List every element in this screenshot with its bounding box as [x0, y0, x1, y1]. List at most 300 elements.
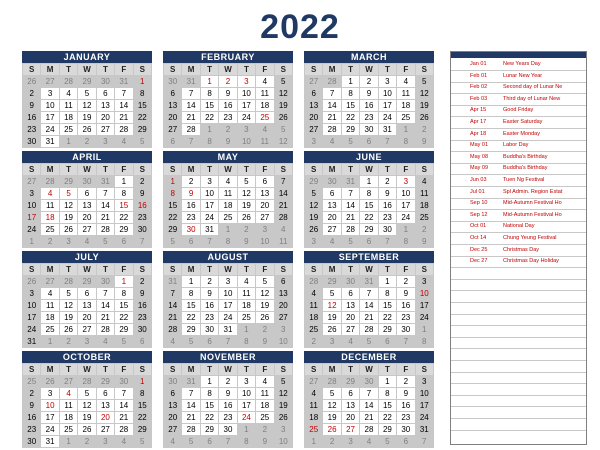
- adjacent-day-cell: 2: [256, 424, 274, 436]
- day-cell: 3: [415, 276, 433, 288]
- day-cell: 4: [256, 376, 274, 388]
- day-cell: 10: [41, 400, 59, 412]
- holiday-line: [451, 279, 586, 291]
- day-cell: 12: [256, 288, 274, 300]
- day-cell: 21: [96, 212, 114, 224]
- day-cell: 9: [360, 88, 378, 100]
- holiday-date: Dec 25: [470, 246, 488, 253]
- holiday-line: [451, 117, 586, 129]
- adjacent-day-cell: 4: [323, 136, 341, 148]
- day-cell: 8: [133, 388, 151, 400]
- weekday-header: S: [23, 264, 41, 276]
- day-cell: 29: [115, 224, 133, 236]
- holiday-date: Jan 01: [470, 61, 487, 67]
- day-cell: 27: [274, 312, 292, 324]
- day-cell: 18: [305, 312, 323, 324]
- day-cell: 29: [200, 424, 218, 436]
- holiday-line: [451, 337, 586, 349]
- day-cell: 2: [397, 276, 415, 288]
- adjacent-day-cell: 8: [237, 436, 255, 448]
- day-cell: 21: [115, 112, 133, 124]
- weekday-header: W: [360, 164, 378, 176]
- day-cell: 7: [360, 288, 378, 300]
- day-cell: 3: [200, 176, 218, 188]
- day-cell: 13: [96, 400, 114, 412]
- day-cell: 4: [415, 176, 433, 188]
- day-cell: 24: [219, 312, 237, 324]
- day-cell: 4: [59, 388, 77, 400]
- adjacent-day-cell: 2: [59, 336, 77, 348]
- day-cell: 16: [360, 100, 378, 112]
- day-cell: 28: [182, 124, 200, 136]
- day-cell: 31: [219, 324, 237, 336]
- day-cell: 29: [182, 324, 200, 336]
- adjacent-day-cell: 9: [237, 236, 255, 248]
- day-cell: 7: [341, 188, 359, 200]
- adjacent-day-cell: 4: [323, 236, 341, 248]
- day-cell: 6: [164, 88, 182, 100]
- holiday-date: May 01: [470, 142, 489, 149]
- day-cell: 1: [133, 76, 151, 88]
- day-cell: 3: [23, 288, 41, 300]
- day-cell: 6: [274, 276, 292, 288]
- weekday-header: F: [115, 264, 133, 276]
- day-cell: 25: [41, 324, 59, 336]
- adjacent-day-cell: 4: [256, 124, 274, 136]
- day-cell: 2: [219, 376, 237, 388]
- adjacent-day-cell: 27: [41, 76, 59, 88]
- weekday-header: S: [305, 64, 323, 76]
- day-cell: 20: [256, 200, 274, 212]
- day-cell: 10: [23, 300, 41, 312]
- day-cell: 19: [323, 412, 341, 424]
- adjacent-day-cell: 29: [341, 376, 359, 388]
- day-cell: 9: [219, 88, 237, 100]
- day-cell: 13: [78, 300, 96, 312]
- day-cell: 11: [397, 88, 415, 100]
- year-title: 2022: [260, 8, 340, 46]
- day-cell: 16: [200, 300, 218, 312]
- day-cell: 9: [23, 100, 41, 112]
- day-cell: 1: [164, 176, 182, 188]
- day-cell: 9: [182, 188, 200, 200]
- day-cell: 17: [41, 412, 59, 424]
- day-cell: 16: [23, 112, 41, 124]
- weekday-header: M: [41, 64, 59, 76]
- adjacent-day-cell: 5: [360, 336, 378, 348]
- holiday-date: Dec 27: [470, 258, 488, 265]
- day-cell: 22: [200, 112, 218, 124]
- day-cell: 18: [59, 412, 77, 424]
- weekday-header: W: [360, 364, 378, 376]
- day-cell: 31: [41, 436, 59, 448]
- adjacent-day-cell: 7: [200, 236, 218, 248]
- day-cell: 17: [23, 212, 41, 224]
- month-july: [22, 251, 152, 348]
- day-cell: 26: [256, 312, 274, 324]
- weekday-header: S: [164, 64, 182, 76]
- day-cell: 23: [219, 412, 237, 424]
- day-cell: 28: [341, 224, 359, 236]
- day-cell: 23: [182, 212, 200, 224]
- weekday-header: M: [41, 364, 59, 376]
- adjacent-day-cell: 1: [397, 224, 415, 236]
- adjacent-day-cell: 1: [219, 224, 237, 236]
- day-cell: 19: [305, 212, 323, 224]
- day-cell: 23: [133, 312, 151, 324]
- day-cell: 20: [341, 312, 359, 324]
- day-cell: 25: [59, 424, 77, 436]
- adjacent-day-cell: 29: [323, 276, 341, 288]
- day-cell: 21: [360, 312, 378, 324]
- day-cell: 4: [397, 76, 415, 88]
- day-cell: 16: [397, 300, 415, 312]
- adjacent-day-cell: 30: [78, 176, 96, 188]
- weekday-header: W: [360, 264, 378, 276]
- day-cell: 2: [219, 76, 237, 88]
- adjacent-day-cell: 6: [200, 336, 218, 348]
- day-cell: 15: [341, 100, 359, 112]
- day-cell: 30: [133, 324, 151, 336]
- weekday-header: W: [360, 64, 378, 76]
- day-cell: 12: [305, 200, 323, 212]
- weekday-header: M: [323, 364, 341, 376]
- day-cell: 18: [59, 112, 77, 124]
- holiday-date: Feb 01: [470, 72, 488, 79]
- weekday-header: M: [323, 64, 341, 76]
- day-cell: 26: [415, 112, 433, 124]
- day-cell: 8: [200, 388, 218, 400]
- day-cell: 28: [164, 324, 182, 336]
- day-cell: 31: [378, 124, 396, 136]
- day-cell: 4: [59, 88, 77, 100]
- weekday-header: S: [305, 364, 323, 376]
- day-cell: 22: [378, 312, 396, 324]
- day-cell: 30: [378, 224, 396, 236]
- holiday-name: Mid-Autumn Festival Ho: [503, 211, 562, 218]
- day-cell: 5: [59, 188, 77, 200]
- day-cell: 24: [397, 212, 415, 224]
- adjacent-day-cell: 1: [397, 124, 415, 136]
- day-cell: 21: [182, 112, 200, 124]
- adjacent-day-cell: 3: [341, 436, 359, 448]
- weekday-header: S: [133, 264, 151, 276]
- day-cell: 2: [200, 276, 218, 288]
- holiday-date: May 08: [470, 153, 489, 160]
- weekday-header: T: [200, 64, 218, 76]
- adjacent-day-cell: 2: [256, 324, 274, 336]
- day-cell: 25: [256, 412, 274, 424]
- day-cell: 30: [23, 436, 41, 448]
- adjacent-day-cell: 31: [360, 276, 378, 288]
- day-cell: 26: [59, 224, 77, 236]
- day-cell: 20: [274, 300, 292, 312]
- day-cell: 23: [200, 312, 218, 324]
- holiday-line: [451, 198, 586, 210]
- day-cell: 10: [237, 388, 255, 400]
- day-cell: 15: [133, 400, 151, 412]
- day-cell: 14: [96, 200, 114, 212]
- weekday-header: S: [164, 264, 182, 276]
- day-cell: 3: [237, 376, 255, 388]
- day-cell: 29: [378, 424, 396, 436]
- day-cell: 2: [378, 176, 396, 188]
- day-cell: 15: [115, 200, 133, 212]
- adjacent-day-cell: 25: [23, 376, 41, 388]
- adjacent-day-cell: 1: [415, 324, 433, 336]
- holiday-panel-header-bar: [451, 52, 586, 58]
- holiday-line: [451, 326, 586, 338]
- adjacent-day-cell: 5: [341, 136, 359, 148]
- day-cell: 9: [378, 188, 396, 200]
- adjacent-day-cell: 6: [115, 236, 133, 248]
- weekday-header: F: [115, 164, 133, 176]
- month-title: JANUARY: [22, 51, 152, 63]
- day-cell: 12: [323, 400, 341, 412]
- day-cell: 10: [200, 188, 218, 200]
- adjacent-day-cell: 2: [41, 236, 59, 248]
- weekday-header: T: [341, 164, 359, 176]
- day-cell: 17: [219, 300, 237, 312]
- holiday-line: [451, 59, 586, 71]
- adjacent-day-cell: 29: [96, 376, 114, 388]
- day-cell: 30: [200, 324, 218, 336]
- day-cell: 28: [360, 324, 378, 336]
- day-cell: 11: [41, 200, 59, 212]
- day-cell: 25: [415, 212, 433, 224]
- weekday-header: W: [78, 364, 96, 376]
- day-cell: 7: [182, 88, 200, 100]
- adjacent-day-cell: 4: [96, 336, 114, 348]
- day-cell: 13: [341, 400, 359, 412]
- adjacent-day-cell: 27: [41, 276, 59, 288]
- month-april: [22, 151, 152, 248]
- day-cell: 7: [115, 88, 133, 100]
- day-cell: 20: [78, 312, 96, 324]
- holiday-line: [451, 291, 586, 303]
- day-cell: 23: [23, 424, 41, 436]
- day-cell: 20: [341, 412, 359, 424]
- weekday-header: W: [219, 364, 237, 376]
- day-cell: 11: [219, 188, 237, 200]
- weekday-header: F: [115, 64, 133, 76]
- day-cell: 10: [23, 200, 41, 212]
- adjacent-day-cell: 31: [182, 376, 200, 388]
- month-january: [22, 51, 152, 148]
- holiday-name: National Day: [503, 223, 535, 230]
- day-cell: 13: [164, 400, 182, 412]
- day-cell: 12: [274, 388, 292, 400]
- holiday-name: Third day of Lunar New: [503, 95, 561, 102]
- day-cell: 10: [237, 88, 255, 100]
- day-cell: 8: [182, 288, 200, 300]
- weekday-header: T: [59, 64, 77, 76]
- weekday-header: S: [415, 364, 433, 376]
- day-cell: 5: [78, 388, 96, 400]
- day-cell: 15: [378, 400, 396, 412]
- day-cell: 27: [323, 224, 341, 236]
- adjacent-day-cell: 2: [78, 136, 96, 148]
- holiday-name: Lunar New Year: [503, 72, 543, 79]
- day-cell: 8: [378, 288, 396, 300]
- month-september: [304, 251, 434, 348]
- day-cell: 17: [200, 200, 218, 212]
- day-cell: 16: [133, 200, 151, 212]
- adjacent-day-cell: 9: [256, 336, 274, 348]
- weekday-header: S: [23, 64, 41, 76]
- adjacent-day-cell: 4: [164, 336, 182, 348]
- day-cell: 18: [237, 300, 255, 312]
- adjacent-day-cell: 10: [237, 136, 255, 148]
- holiday-line: [451, 221, 586, 233]
- adjacent-day-cell: 7: [219, 436, 237, 448]
- adjacent-day-cell: 30: [164, 376, 182, 388]
- day-cell: 28: [115, 124, 133, 136]
- day-cell: 7: [164, 288, 182, 300]
- month-title: MARCH: [304, 51, 434, 63]
- adjacent-day-cell: 5: [182, 336, 200, 348]
- day-cell: 16: [133, 300, 151, 312]
- adjacent-day-cell: 4: [115, 436, 133, 448]
- day-cell: 9: [133, 288, 151, 300]
- weekday-header: S: [415, 264, 433, 276]
- day-cell: 17: [415, 300, 433, 312]
- weekday-header: S: [23, 364, 41, 376]
- adjacent-day-cell: 8: [397, 136, 415, 148]
- day-cell: 5: [256, 276, 274, 288]
- adjacent-day-cell: 6: [360, 136, 378, 148]
- day-cell: 24: [23, 324, 41, 336]
- weekday-header: M: [182, 64, 200, 76]
- day-cell: 29: [378, 324, 396, 336]
- adjacent-day-cell: 29: [78, 276, 96, 288]
- day-cell: 6: [164, 388, 182, 400]
- holiday-line: [451, 187, 586, 199]
- adjacent-day-cell: 28: [59, 76, 77, 88]
- day-cell: 10: [378, 88, 396, 100]
- holiday-date: Feb 02: [470, 84, 488, 91]
- day-cell: 18: [41, 312, 59, 324]
- adjacent-day-cell: 28: [323, 376, 341, 388]
- adjacent-day-cell: 1: [305, 436, 323, 448]
- holiday-name: Mid-Autumn Festival Ho: [503, 200, 562, 207]
- weekday-header: S: [133, 364, 151, 376]
- weekday-header: M: [41, 164, 59, 176]
- holiday-line: [451, 152, 586, 164]
- weekday-header: W: [78, 164, 96, 176]
- day-cell: 20: [96, 112, 114, 124]
- day-cell: 17: [378, 100, 396, 112]
- weekday-header: T: [200, 264, 218, 276]
- month-title: DECEMBER: [304, 351, 434, 363]
- adjacent-day-cell: 31: [341, 176, 359, 188]
- day-cell: 24: [378, 112, 396, 124]
- day-cell: 13: [96, 100, 114, 112]
- day-cell: 15: [200, 400, 218, 412]
- day-cell: 25: [305, 324, 323, 336]
- day-cell: 8: [341, 88, 359, 100]
- weekday-header: T: [341, 264, 359, 276]
- holiday-line: [451, 245, 586, 257]
- weekday-header: T: [59, 364, 77, 376]
- month-march: [304, 51, 434, 148]
- day-cell: 17: [237, 100, 255, 112]
- day-cell: 14: [341, 200, 359, 212]
- day-cell: 9: [397, 388, 415, 400]
- day-cell: 18: [256, 100, 274, 112]
- adjacent-day-cell: 12: [274, 136, 292, 148]
- day-cell: 29: [133, 424, 151, 436]
- day-cell: 14: [182, 100, 200, 112]
- adjacent-day-cell: 8: [200, 136, 218, 148]
- day-cell: 8: [164, 188, 182, 200]
- day-cell: 30: [397, 324, 415, 336]
- day-cell: 2: [360, 76, 378, 88]
- day-cell: 23: [378, 212, 396, 224]
- day-cell: 14: [360, 400, 378, 412]
- weekday-header: F: [397, 264, 415, 276]
- day-cell: 28: [96, 324, 114, 336]
- weekday-header: T: [378, 64, 396, 76]
- weekday-header: S: [164, 364, 182, 376]
- adjacent-day-cell: 4: [341, 336, 359, 348]
- adjacent-day-cell: 30: [164, 76, 182, 88]
- day-cell: 8: [360, 188, 378, 200]
- weekday-header: F: [115, 364, 133, 376]
- day-cell: 3: [378, 76, 396, 88]
- day-cell: 27: [78, 224, 96, 236]
- adjacent-day-cell: 3: [274, 424, 292, 436]
- weekday-header: T: [378, 264, 396, 276]
- weekday-header: T: [200, 364, 218, 376]
- day-cell: 17: [23, 312, 41, 324]
- weekday-header: S: [164, 164, 182, 176]
- adjacent-day-cell: 31: [115, 76, 133, 88]
- adjacent-day-cell: 3: [96, 436, 114, 448]
- day-cell: 14: [164, 300, 182, 312]
- holiday-date: Jun 03: [470, 177, 487, 183]
- holiday-name: Good Friday: [503, 107, 534, 114]
- day-cell: 10: [415, 288, 433, 300]
- weekday-header: T: [96, 364, 114, 376]
- day-cell: 13: [323, 200, 341, 212]
- day-cell: 9: [219, 388, 237, 400]
- day-cell: 27: [164, 124, 182, 136]
- adjacent-day-cell: 6: [360, 236, 378, 248]
- day-cell: 25: [41, 224, 59, 236]
- weekday-header: T: [237, 164, 255, 176]
- day-cell: 13: [78, 200, 96, 212]
- day-cell: 5: [237, 176, 255, 188]
- adjacent-day-cell: 5: [341, 236, 359, 248]
- day-cell: 6: [78, 188, 96, 200]
- weekday-header: T: [96, 64, 114, 76]
- weekday-header: F: [397, 64, 415, 76]
- adjacent-day-cell: 26: [41, 376, 59, 388]
- day-cell: 5: [59, 288, 77, 300]
- holiday-name: New Years Day: [503, 61, 541, 67]
- month-title: MAY: [163, 151, 293, 163]
- holiday-line: [451, 105, 586, 117]
- adjacent-day-cell: 11: [256, 136, 274, 148]
- weekday-header: M: [182, 264, 200, 276]
- weekday-header: S: [415, 164, 433, 176]
- weekday-header: W: [219, 264, 237, 276]
- adjacent-day-cell: 5: [274, 124, 292, 136]
- day-cell: 31: [415, 424, 433, 436]
- holiday-date: May 09: [470, 165, 489, 172]
- day-cell: 16: [23, 412, 41, 424]
